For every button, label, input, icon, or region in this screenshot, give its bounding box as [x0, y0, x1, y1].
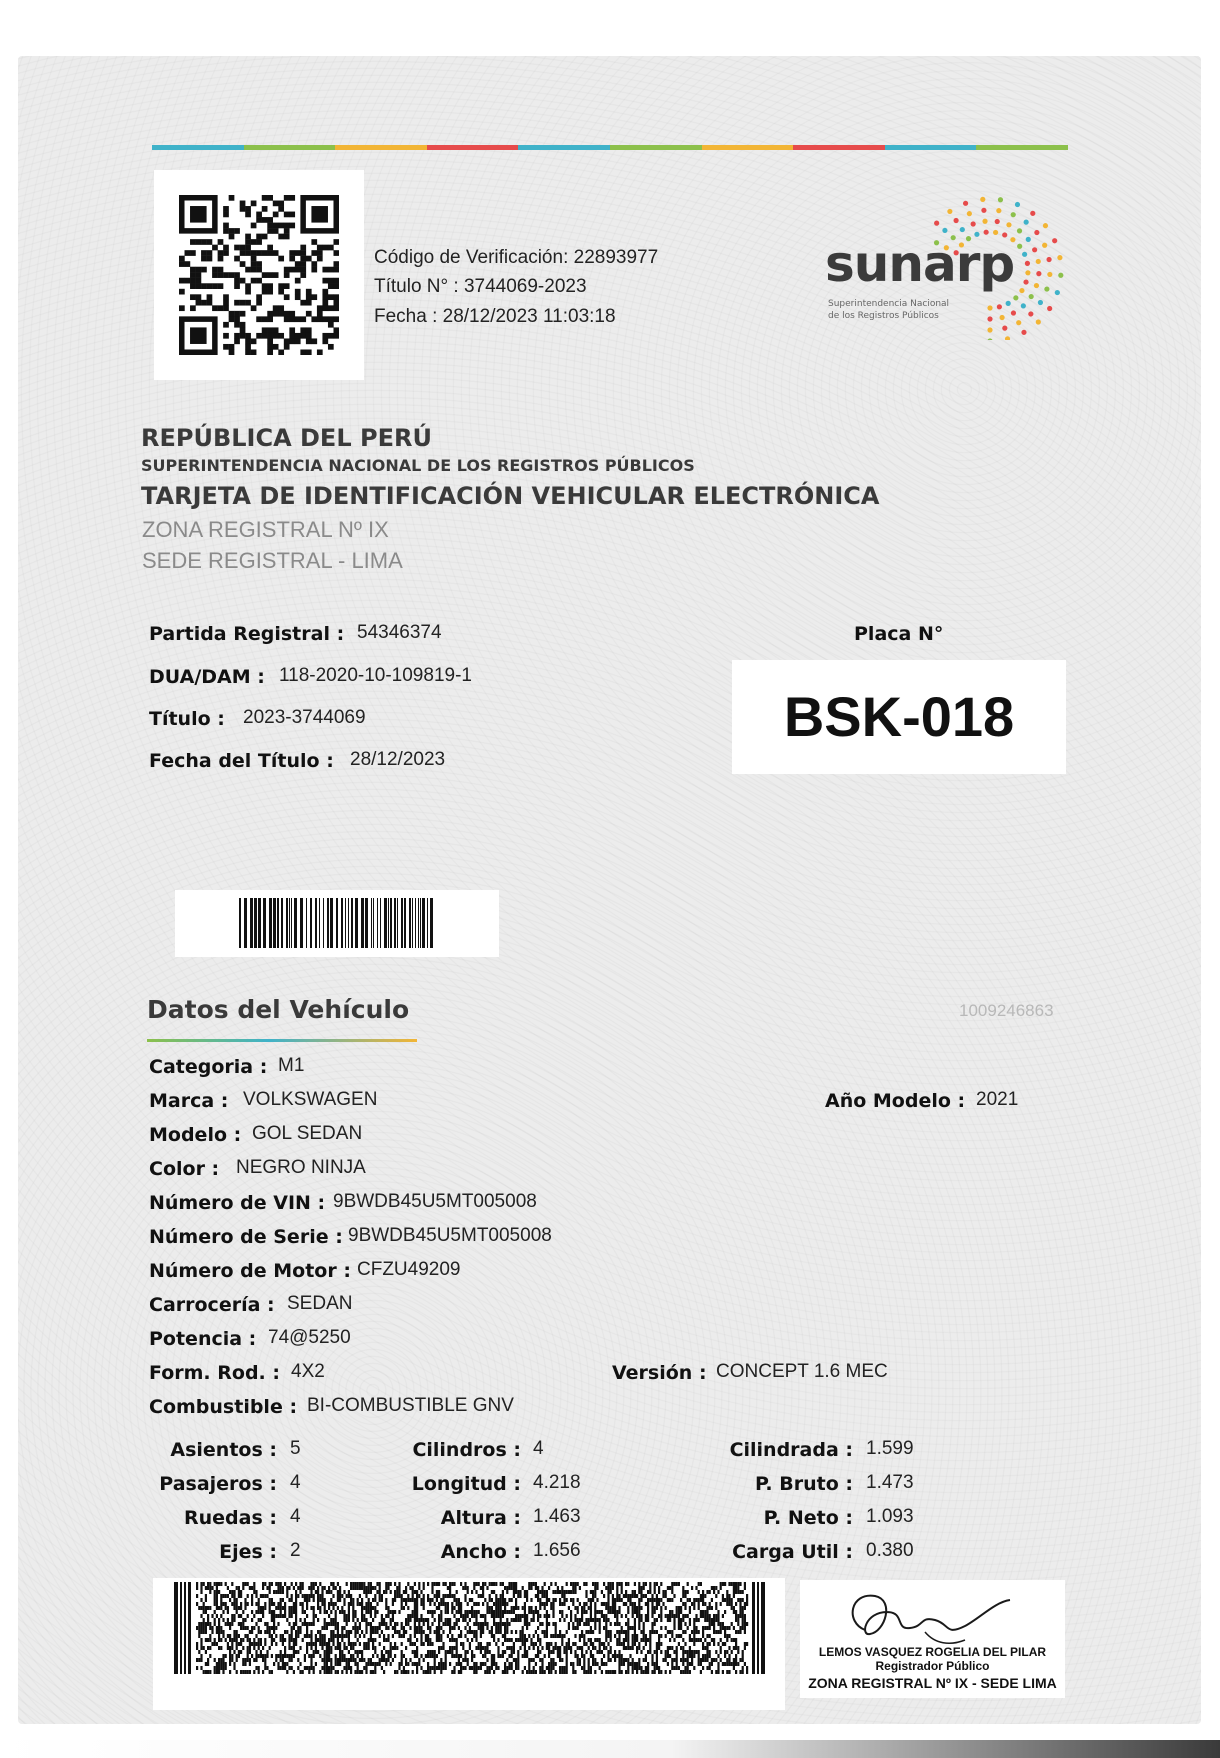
- combustible-label: Combustible :: [149, 1396, 298, 1418]
- asientos-label: Asientos :: [170, 1439, 277, 1461]
- sunarp-logo: [820, 190, 1080, 340]
- vin-label: Número de VIN :: [149, 1192, 326, 1214]
- fecha-titulo-value: 28/12/2023: [350, 749, 446, 770]
- modelo-value: GOL SEDAN: [252, 1123, 363, 1144]
- color-value: NEGRO NINJA: [236, 1157, 366, 1178]
- version-value: CONCEPT 1.6 MEC: [716, 1361, 888, 1382]
- cilindros-label: Cilindros :: [412, 1439, 521, 1461]
- pneto-value: 1.093: [866, 1506, 914, 1527]
- fecha-titulo-label: Fecha del Título :: [149, 750, 334, 772]
- dua-value: 118-2020-10-109819-1: [279, 665, 472, 686]
- stripe-segment: [518, 145, 610, 150]
- potencia-label: Potencia :: [149, 1328, 257, 1350]
- asientos-value: 5: [290, 1438, 301, 1459]
- titulo-value: 2023-3744069: [243, 707, 366, 728]
- anio-label: Año Modelo :: [825, 1090, 966, 1112]
- barcode-box: [175, 890, 499, 957]
- marca-label: Marca :: [149, 1090, 229, 1112]
- partida-label: Partida Registral :: [149, 623, 345, 645]
- signer-role: Registrador Público: [875, 1659, 990, 1673]
- ejes-value: 2: [290, 1540, 301, 1561]
- signer-zone: ZONA REGISTRAL Nº IX - SEDE LIMA: [808, 1675, 1057, 1691]
- title-zona: ZONA REGISTRAL Nº IX: [142, 517, 389, 542]
- stripe-segment: [335, 145, 427, 150]
- stripe-segment: [244, 145, 336, 150]
- stripe-segment: [793, 145, 885, 150]
- ancho-value: 1.656: [533, 1540, 581, 1561]
- combustible-value: BI-COMBUSTIBLE GNV: [307, 1395, 514, 1416]
- potencia-value: 74@5250: [268, 1327, 351, 1348]
- stripe-segment: [610, 145, 702, 150]
- title-sede: SEDE REGISTRAL - LIMA: [142, 548, 403, 573]
- carroceria-label: Carrocería :: [149, 1294, 275, 1316]
- cilindrada-value: 1.599: [866, 1438, 914, 1459]
- partida-value: 54346374: [357, 622, 442, 643]
- placa-value: BSK-018: [783, 685, 1015, 748]
- motor-label: Número de Motor :: [149, 1260, 351, 1282]
- vin-value: 9BWDB45U5MT005008: [333, 1191, 537, 1212]
- stripe-segment: [702, 145, 794, 150]
- pneto-label: P. Neto :: [763, 1507, 853, 1529]
- pdf417-barcode-icon: [174, 1582, 769, 1674]
- stripe-segment: [152, 145, 244, 150]
- signature-icon: [825, 1582, 1025, 1654]
- ruedas-label: Ruedas :: [184, 1507, 277, 1529]
- pbruto-value: 1.473: [866, 1472, 914, 1493]
- formrod-label: Form. Rod. :: [149, 1362, 280, 1384]
- longitud-label: Longitud :: [411, 1473, 521, 1495]
- dua-label: DUA/DAM :: [149, 666, 265, 688]
- anio-value: 2021: [976, 1089, 1019, 1110]
- verification-code: Código de Verificación: 22893977: [374, 247, 659, 268]
- qr-code-icon: [179, 195, 339, 355]
- pasajeros-value: 4: [290, 1472, 301, 1493]
- color-stripe: [152, 145, 1068, 150]
- cilindros-value: 4: [533, 1438, 544, 1459]
- logo-subtitle-2: de los Registros Públicos: [828, 311, 939, 321]
- formrod-value: 4X2: [291, 1361, 325, 1382]
- placa-label: Placa N°: [854, 623, 944, 645]
- title-republica: REPÚBLICA DEL PERÚ: [141, 424, 432, 452]
- header-titulo: Título N° : 3744069-2023: [374, 276, 587, 297]
- modelo-label: Modelo :: [149, 1124, 242, 1146]
- altura-value: 1.463: [533, 1506, 581, 1527]
- section-title-vehiculo: Datos del Vehículo: [147, 995, 410, 1024]
- stripe-segment: [976, 145, 1068, 150]
- header-fecha: Fecha : 28/12/2023 11:03:18: [374, 306, 616, 327]
- categoria-label: Categoria :: [149, 1056, 268, 1078]
- stripe-segment: [885, 145, 977, 150]
- serie-label: Número de Serie :: [149, 1226, 343, 1248]
- stripe-segment: [427, 145, 519, 150]
- logo-wordmark: sunarp: [825, 235, 1015, 293]
- placa-box: [732, 660, 1066, 774]
- pbruto-label: P. Bruto :: [755, 1473, 853, 1495]
- color-label: Color :: [149, 1158, 220, 1180]
- serial-number: 1009246863: [959, 1001, 1054, 1020]
- version-label: Versión :: [612, 1362, 707, 1384]
- ejes-label: Ejes :: [219, 1541, 277, 1563]
- signer-name: LEMOS VASQUEZ ROGELIA DEL PILAR: [818, 1645, 1047, 1659]
- serie-value: 9BWDB45U5MT005008: [348, 1225, 552, 1246]
- cargautil-label: Carga Util :: [732, 1541, 853, 1563]
- marca-value: VOLKSWAGEN: [243, 1089, 378, 1110]
- ruedas-value: 4: [290, 1506, 301, 1527]
- qr-code-box: [154, 170, 364, 380]
- cargautil-value: 0.380: [866, 1540, 914, 1561]
- motor-value: CFZU49209: [357, 1259, 461, 1280]
- title-superintendencia: SUPERINTENDENCIA NACIONAL DE LOS REGISTROS PÚBLICOS: [141, 456, 695, 475]
- title-tarjeta: TARJETA DE IDENTIFICACIÓN VEHICULAR ELECTRÓNICA: [141, 482, 880, 510]
- logo-subtitle-1: Superintendencia Nacional: [828, 299, 950, 309]
- cilindrada-label: Cilindrada :: [729, 1439, 853, 1461]
- longitud-value: 4.218: [533, 1472, 581, 1493]
- barcode-icon: [239, 898, 434, 948]
- ancho-label: Ancho :: [440, 1541, 521, 1563]
- section-underline: [147, 1039, 417, 1042]
- categoria-value: M1: [278, 1055, 305, 1076]
- signature-box: [800, 1580, 1065, 1698]
- pasajeros-label: Pasajeros :: [159, 1473, 277, 1495]
- bottom-edge-shade: [0, 1740, 1220, 1758]
- carroceria-value: SEDAN: [287, 1293, 353, 1314]
- pdf417-box: [153, 1578, 785, 1710]
- titulo-label: Título :: [149, 708, 225, 730]
- altura-label: Altura :: [440, 1507, 521, 1529]
